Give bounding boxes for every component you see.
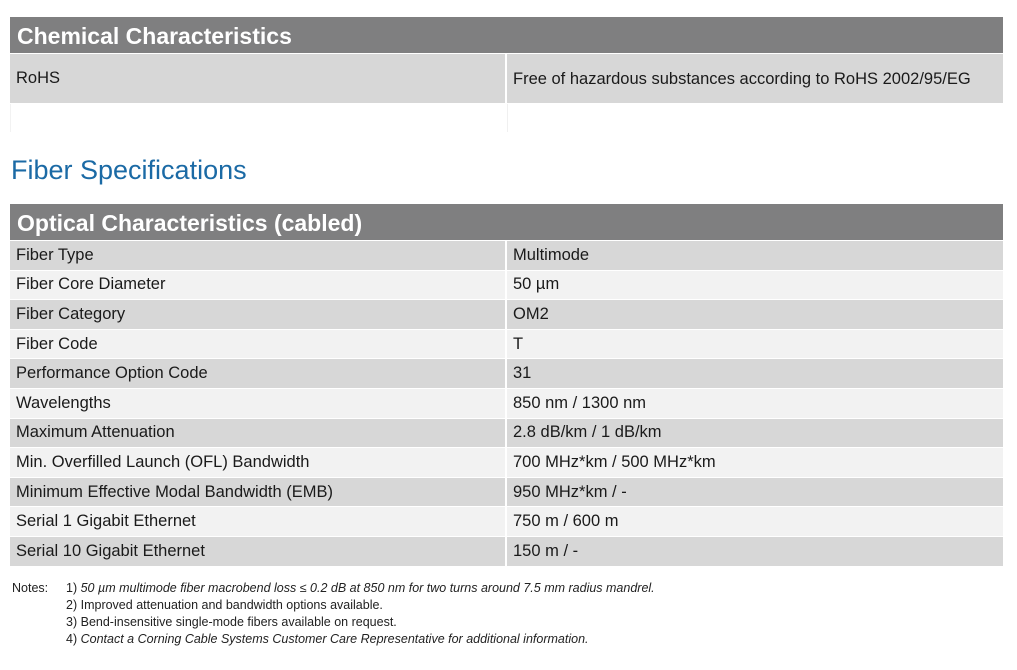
note-text: 50 µm multimode fiber macrobend loss ≤ 0.2 dB at 850 nm for two turns around 7.5 mm radius mandrel. bbox=[80, 581, 655, 595]
optical-characteristics-table bbox=[10, 204, 1003, 566]
rohs-value: Free of hazardous substances according to RoHS 2002/95/EG bbox=[507, 54, 1003, 103]
note-item bbox=[66, 597, 655, 614]
table-row bbox=[10, 448, 1003, 477]
rohs-label: RoHS bbox=[10, 54, 505, 103]
row-label: Wavelengths bbox=[10, 389, 505, 418]
note-text: Bend-insensitive single-mode fibers available on request. bbox=[80, 615, 397, 629]
table-row bbox=[10, 330, 1003, 359]
table-row-empty bbox=[10, 104, 1003, 132]
row-label: Fiber Core Diameter bbox=[10, 271, 505, 300]
notes-list bbox=[12, 580, 655, 648]
table-row bbox=[10, 507, 1003, 536]
chemical-table-header: Chemical Characteristics bbox=[10, 17, 1003, 53]
table-row bbox=[10, 54, 1003, 103]
notes-label: Notes: bbox=[12, 581, 49, 595]
table-row bbox=[10, 300, 1003, 329]
row-value: 2.8 dB/km / 1 dB/km bbox=[507, 419, 1003, 448]
row-value: 950 MHz*km / - bbox=[507, 478, 1003, 507]
empty-cell bbox=[10, 104, 505, 132]
row-label: Fiber Code bbox=[10, 330, 505, 359]
row-label: Serial 1 Gigabit Ethernet bbox=[10, 507, 505, 536]
note-item bbox=[66, 580, 655, 597]
row-label: Min. Overfilled Launch (OFL) Bandwidth bbox=[10, 448, 505, 477]
row-value: 850 nm / 1300 nm bbox=[507, 389, 1003, 418]
section-title: Fiber Specifications bbox=[11, 155, 247, 185]
row-label: Performance Option Code bbox=[10, 359, 505, 388]
chemical-characteristics-table bbox=[10, 17, 1003, 132]
row-label: Fiber Category bbox=[10, 300, 505, 329]
row-value: 750 m / 600 m bbox=[507, 507, 1003, 536]
table-row bbox=[10, 537, 1003, 566]
table-row bbox=[10, 389, 1003, 418]
table-row bbox=[10, 478, 1003, 507]
empty-cell bbox=[507, 104, 1003, 132]
note-number: 4) bbox=[66, 632, 78, 646]
note-item bbox=[66, 631, 655, 648]
notes bbox=[12, 580, 655, 648]
row-label: Minimum Effective Modal Bandwidth (EMB) bbox=[10, 478, 505, 507]
row-value: Multimode bbox=[507, 241, 1003, 270]
row-value: 31 bbox=[507, 359, 1003, 388]
note-item bbox=[66, 614, 655, 631]
row-value: 700 MHz*km / 500 MHz*km bbox=[507, 448, 1003, 477]
row-value: 150 m / - bbox=[507, 537, 1003, 566]
row-label: Serial 10 Gigabit Ethernet bbox=[10, 537, 505, 566]
table-row bbox=[10, 419, 1003, 448]
row-value: T bbox=[507, 330, 1003, 359]
table-row bbox=[10, 241, 1003, 270]
table-row bbox=[10, 359, 1003, 388]
note-text: Contact a Corning Cable Systems Customer Care Representative for additional information. bbox=[80, 632, 589, 646]
row-value: 50 µm bbox=[507, 271, 1003, 300]
row-value: OM2 bbox=[507, 300, 1003, 329]
note-text: Improved attenuation and bandwidth options available. bbox=[80, 598, 383, 612]
row-label: Fiber Type bbox=[10, 241, 505, 270]
table-row bbox=[10, 271, 1003, 300]
note-number: 2) bbox=[66, 598, 78, 612]
row-label: Maximum Attenuation bbox=[10, 419, 505, 448]
optical-rows bbox=[10, 241, 1003, 566]
note-number: 1) bbox=[66, 581, 78, 595]
note-number: 3) bbox=[66, 615, 78, 629]
optical-table-header: Optical Characteristics (cabled) bbox=[10, 204, 1003, 240]
